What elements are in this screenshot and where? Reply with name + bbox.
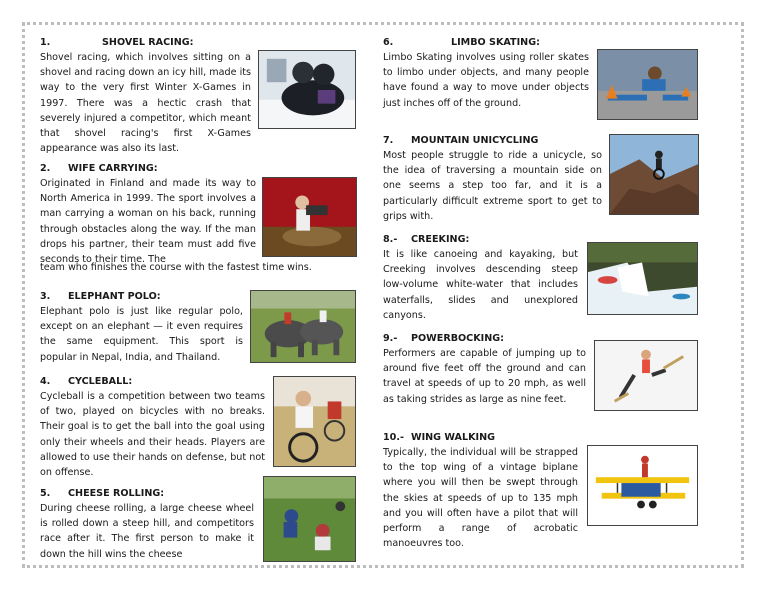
article-number: 6. [383, 37, 394, 48]
cheese-rolling-photo [263, 476, 356, 562]
article-title: WIFE CARRYING: [68, 163, 158, 174]
article-number: 5. [40, 488, 51, 499]
article-heading [40, 289, 243, 304]
article-number: 7. [383, 135, 394, 146]
article-body: Limbo Skating involves using roller skates to limbo under objects, and many people have found a way to move under objects just inches off of the ground. [383, 52, 589, 109]
article-wife-carrying [40, 161, 256, 267]
article-number: 2. [40, 163, 51, 174]
limbo-skating-photo [597, 49, 698, 120]
wife-carrying-photo [262, 177, 357, 257]
article-elephant-polo [40, 289, 243, 365]
article-title: POWERBOCKING: [411, 333, 504, 344]
creeking-photo [587, 242, 698, 315]
article-limbo-skating [383, 35, 589, 111]
article-title: MOUNTAIN UNICYCLING [411, 135, 539, 146]
article-wife-carrying-continued [40, 260, 360, 275]
article-body: Elephant polo is just like regular polo, except on an elephant — it even requires the same equipment. This sport is popular in Nepal, India, and Thailand. [40, 306, 243, 363]
article-powerbocking [383, 331, 586, 407]
article-body: team who finishes the course with the fastest time wins. [40, 262, 312, 273]
shovel-racing-photo [258, 50, 356, 129]
article-body: Most people struggle to ride a unicycle, so the idea of traversing a mountain side on one seems a step too far, and it is a particularly difficult extreme sport to get to grips with. [383, 150, 602, 222]
article-title: ELEPHANT POLO: [68, 291, 161, 302]
article-mountain-unicycling [383, 133, 602, 224]
cycleball-photo [273, 376, 356, 467]
article-heading [40, 35, 251, 50]
article-heading [40, 486, 254, 501]
article-number: 8.- [383, 234, 398, 245]
article-number: 4. [40, 376, 51, 387]
powerbocking-photo [594, 340, 698, 411]
article-shovel-racing [40, 35, 251, 156]
article-title: CHEESE ROLLING: [68, 488, 165, 499]
article-body: It is like canoeing and kayaking, but Creeking involves descending steep low-volume white-water that includes waterfalls, slides and unexplored canyons. [383, 249, 578, 321]
article-cheese-rolling [40, 486, 254, 562]
article-body: Typically, the individual will be strapped to the top wing of a vintage biplane where you will then be swept through the skies at speeds of up to 135 mph and you will often have a pilot that will perform a range of acrobatic manoeuvres too. [383, 447, 578, 550]
article-body: Originated in Finland and made its way to North America in 1999. The sport involves a man carrying a woman on his back, running through obstacles along the way. If the man drops his partner, their team must add five seconds to their time. The [40, 178, 256, 266]
article-title: WING WALKING [411, 432, 495, 443]
article-heading [40, 161, 256, 176]
article-heading [383, 331, 586, 346]
article-number: 9.- [383, 333, 398, 344]
article-creeking [383, 232, 578, 323]
article-heading [383, 133, 602, 148]
article-title: CREEKING: [411, 234, 470, 245]
article-body: Cycleball is a competition between two teams of two, played on bicycles with no breaks. Their goal is to get the ball into the goal using only their wheels and their heads. Players are allowed to use their hands on defense, but not on offense. [40, 391, 265, 479]
article-number: 10.- [383, 432, 404, 443]
elephant-polo-photo [250, 290, 356, 363]
article-title: CYCLEBALL: [68, 376, 133, 387]
article-body: Shovel racing, which involves sitting on a shovel and racing down an icy hill, made its way to the very first Winter X-Games in 1997. There was a hectic crash that severely injured a competitor, which meant that shovel racing's first X-Games appearance was also its last. [40, 52, 251, 155]
article-body: Performers are capable of jumping up to around five feet off the ground and can travel at speeds of up to 20 mph, as well as taking strides as large as nine feet. [383, 348, 586, 405]
mountain-unicycling-photo [609, 134, 699, 215]
article-cycleball [40, 374, 265, 480]
article-heading [383, 35, 589, 50]
article-body: During cheese rolling, a large cheese wheel is rolled down a steep hill, and competitors race after it. The first person to make it down the hill wins the cheese [40, 503, 254, 560]
article-number: 1. [40, 37, 51, 48]
article-title: SHOVEL RACING: [102, 37, 194, 48]
wing-walking-photo [587, 445, 698, 526]
article-wing-walking [383, 430, 578, 551]
article-heading [383, 232, 578, 247]
article-heading [40, 374, 265, 389]
article-heading [383, 430, 578, 445]
article-title: LIMBO SKATING: [451, 37, 540, 48]
article-number: 3. [40, 291, 51, 302]
